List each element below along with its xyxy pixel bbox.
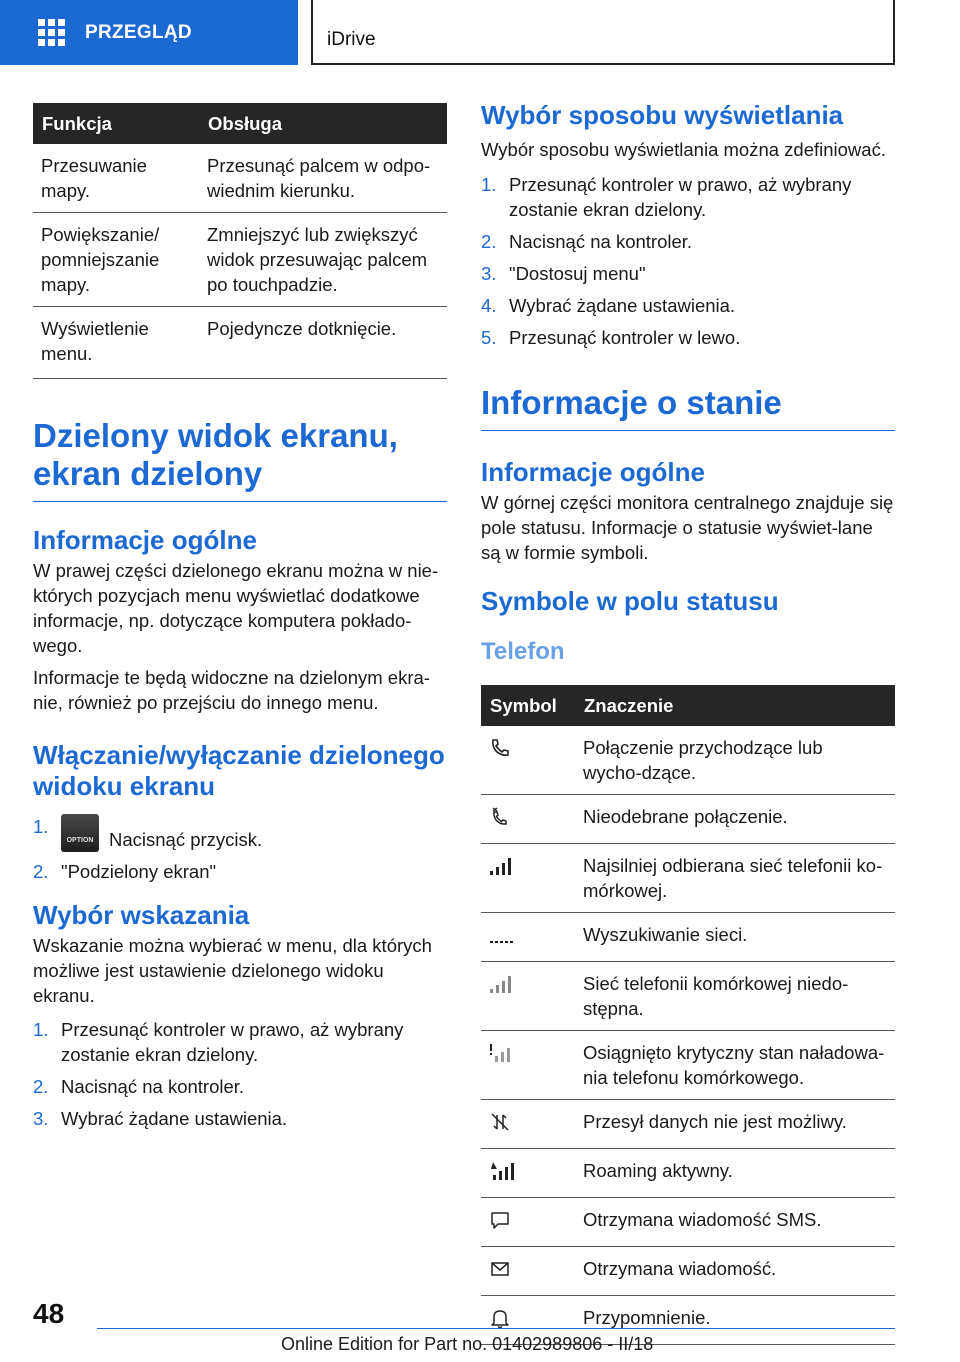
edition-note: Online Edition for Part no. 01402989806 - II/18 [281, 1334, 654, 1354]
select-display-heading: Wybór wskazania [33, 900, 250, 930]
page-number: 48 [33, 1298, 65, 1329]
signal-unavailable-icon [489, 973, 515, 995]
table-row [481, 795, 895, 844]
status-general-heading: Informacje ogólne [481, 457, 705, 487]
data-off-icon [489, 1111, 511, 1133]
signal-search-icon [489, 924, 515, 946]
list-item: 4. Wybrać żądane ustawienia. [481, 295, 736, 316]
section-tab[interactable] [0, 0, 298, 65]
table-header: Znaczenie [575, 685, 895, 726]
table-cell: Otrzymana wiadomość. [575, 1247, 895, 1296]
table-row [481, 1198, 895, 1247]
list-item: 2. Nacisnąć na kontroler. [33, 1076, 245, 1097]
table-row [481, 844, 895, 913]
table-row [33, 213, 447, 307]
list-item: 1. OPTION Nacisnąć przycisk. [33, 816, 263, 850]
table-row [481, 1149, 895, 1198]
table-row [481, 913, 895, 962]
table-cell: Przesył danych nie jest możliwy. [575, 1100, 895, 1149]
footer-divider [97, 1328, 895, 1329]
list-item: 2. "Podzielony ekran" [33, 861, 217, 882]
select-display-steps [33, 1017, 447, 1131]
select-display-paragraph: Wskazanie można wybierać w menu, dla których możliwe jest ustawienie dzielonego widoku ekranu. [33, 935, 432, 1006]
table-row [481, 1031, 895, 1100]
split-general-heading: Informacje ogólne [33, 525, 257, 555]
table-cell: Roaming aktywny. [575, 1149, 895, 1198]
roaming-icon [489, 1160, 515, 1182]
table-row [481, 1247, 895, 1296]
table-cell: Otrzymana wiadomość SMS. [575, 1198, 895, 1247]
table-row [481, 726, 895, 795]
status-symbols-heading: Symbole w polu statusu [481, 586, 779, 616]
table-cell: Zmniejszyć lub zwiększyć widok przesuwając palcem po touchpadzie. [199, 213, 447, 307]
table-row [33, 307, 447, 379]
table-row [481, 962, 895, 1031]
list-item: 3. Wybrać żądane ustawienia. [33, 1108, 288, 1129]
list-item: 5. Przesunąć kontroler w lewo. [481, 327, 741, 348]
table-cell: Najsilniej odbierana sieć telefonii ko-mórkowej. [575, 844, 895, 913]
phone-call-icon [489, 737, 511, 759]
table-cell: Wyświetlenie menu. [33, 307, 199, 379]
option-button-icon: OPTION [61, 814, 99, 852]
display-mode-paragraph: Wybór sposobu wyświetlania można zdefiniować. [481, 139, 886, 160]
battery-critical-icon [489, 1042, 515, 1064]
table-row [481, 1100, 895, 1149]
status-info-title: Informacje o stanie [481, 384, 895, 431]
split-toggle-heading: Włączanie/wyłączanie dzielonego widoku ekranu [33, 740, 445, 801]
signal-full-icon [489, 855, 515, 877]
left-column [33, 103, 447, 1138]
table-header: Symbol [481, 685, 575, 726]
sms-icon [489, 1209, 511, 1231]
table-row [33, 144, 447, 213]
split-general-paragraph: W prawej części dzielonego ekranu można w nie-których pozycjach menu wyświetlać dodatkowe informacje, np. dotyczące komputera pokłado-wego. [33, 560, 439, 656]
table-header: Funkcja [33, 103, 199, 144]
display-mode-steps [481, 172, 895, 350]
table-cell: Osiągnięto krytyczny stan naładowa-nia telefonu komórkowego. [575, 1031, 895, 1100]
list-item: 1. Przesunąć kontroler w prawo, aż wybrany zostanie ekran dzielony. [481, 174, 852, 220]
section-label: PRZEGLĄD [85, 21, 192, 43]
table-header: Obsługa [199, 103, 447, 144]
grid-menu-icon [38, 19, 65, 46]
display-mode-heading: Wybór sposobu wyświetlania [481, 100, 844, 130]
table-cell: Przesunąć palcem w odpo-wiednim kierunku. [199, 144, 447, 213]
right-column [481, 100, 895, 1345]
table-cell: Pojedyncze dotknięcie. [199, 307, 447, 379]
email-icon [489, 1258, 511, 1280]
split-toggle-steps [33, 814, 447, 884]
status-general-paragraph: W górnej części monitora centralnego znajduje się pole statusu. Informacje o statusie wyświet-lane są w formie symboli. [481, 492, 894, 563]
split-screen-title: Dzielony widok ekranu, ekran dzielony [33, 417, 447, 502]
list-item: 1. Przesunąć kontroler w prawo, aż wybrany zostanie ekran dzielony. [33, 1019, 404, 1065]
phone-symbols-table [481, 685, 895, 1345]
table-cell: Nieodebrane połączenie. [575, 795, 895, 844]
split-general-paragraph-2: Informacje te będą widoczne na dzielonym ekra-nie, również po przejściu do innego menu. [33, 667, 430, 713]
bell-icon [489, 1307, 511, 1329]
missed-call-icon [489, 806, 511, 828]
phone-heading: Telefon [481, 638, 565, 665]
table-cell: Sieć telefonii komórkowej niedo-stępna. [575, 962, 895, 1031]
table-cell: Powiększanie/ pomniejszanie mapy. [33, 213, 199, 307]
table-cell: Przypomnienie. [575, 1296, 895, 1345]
table-cell: Połączenie przychodzące lub wycho-dzące. [575, 726, 895, 795]
touchpad-function-table [33, 103, 447, 379]
chapter-title: iDrive [311, 0, 895, 65]
list-item: 2. Nacisnąć na kontroler. [481, 231, 693, 252]
table-cell: Przesuwanie mapy. [33, 144, 199, 213]
table-cell: Wyszukiwanie sieci. [575, 913, 895, 962]
list-item: 3. "Dostosuj menu" [481, 263, 646, 284]
